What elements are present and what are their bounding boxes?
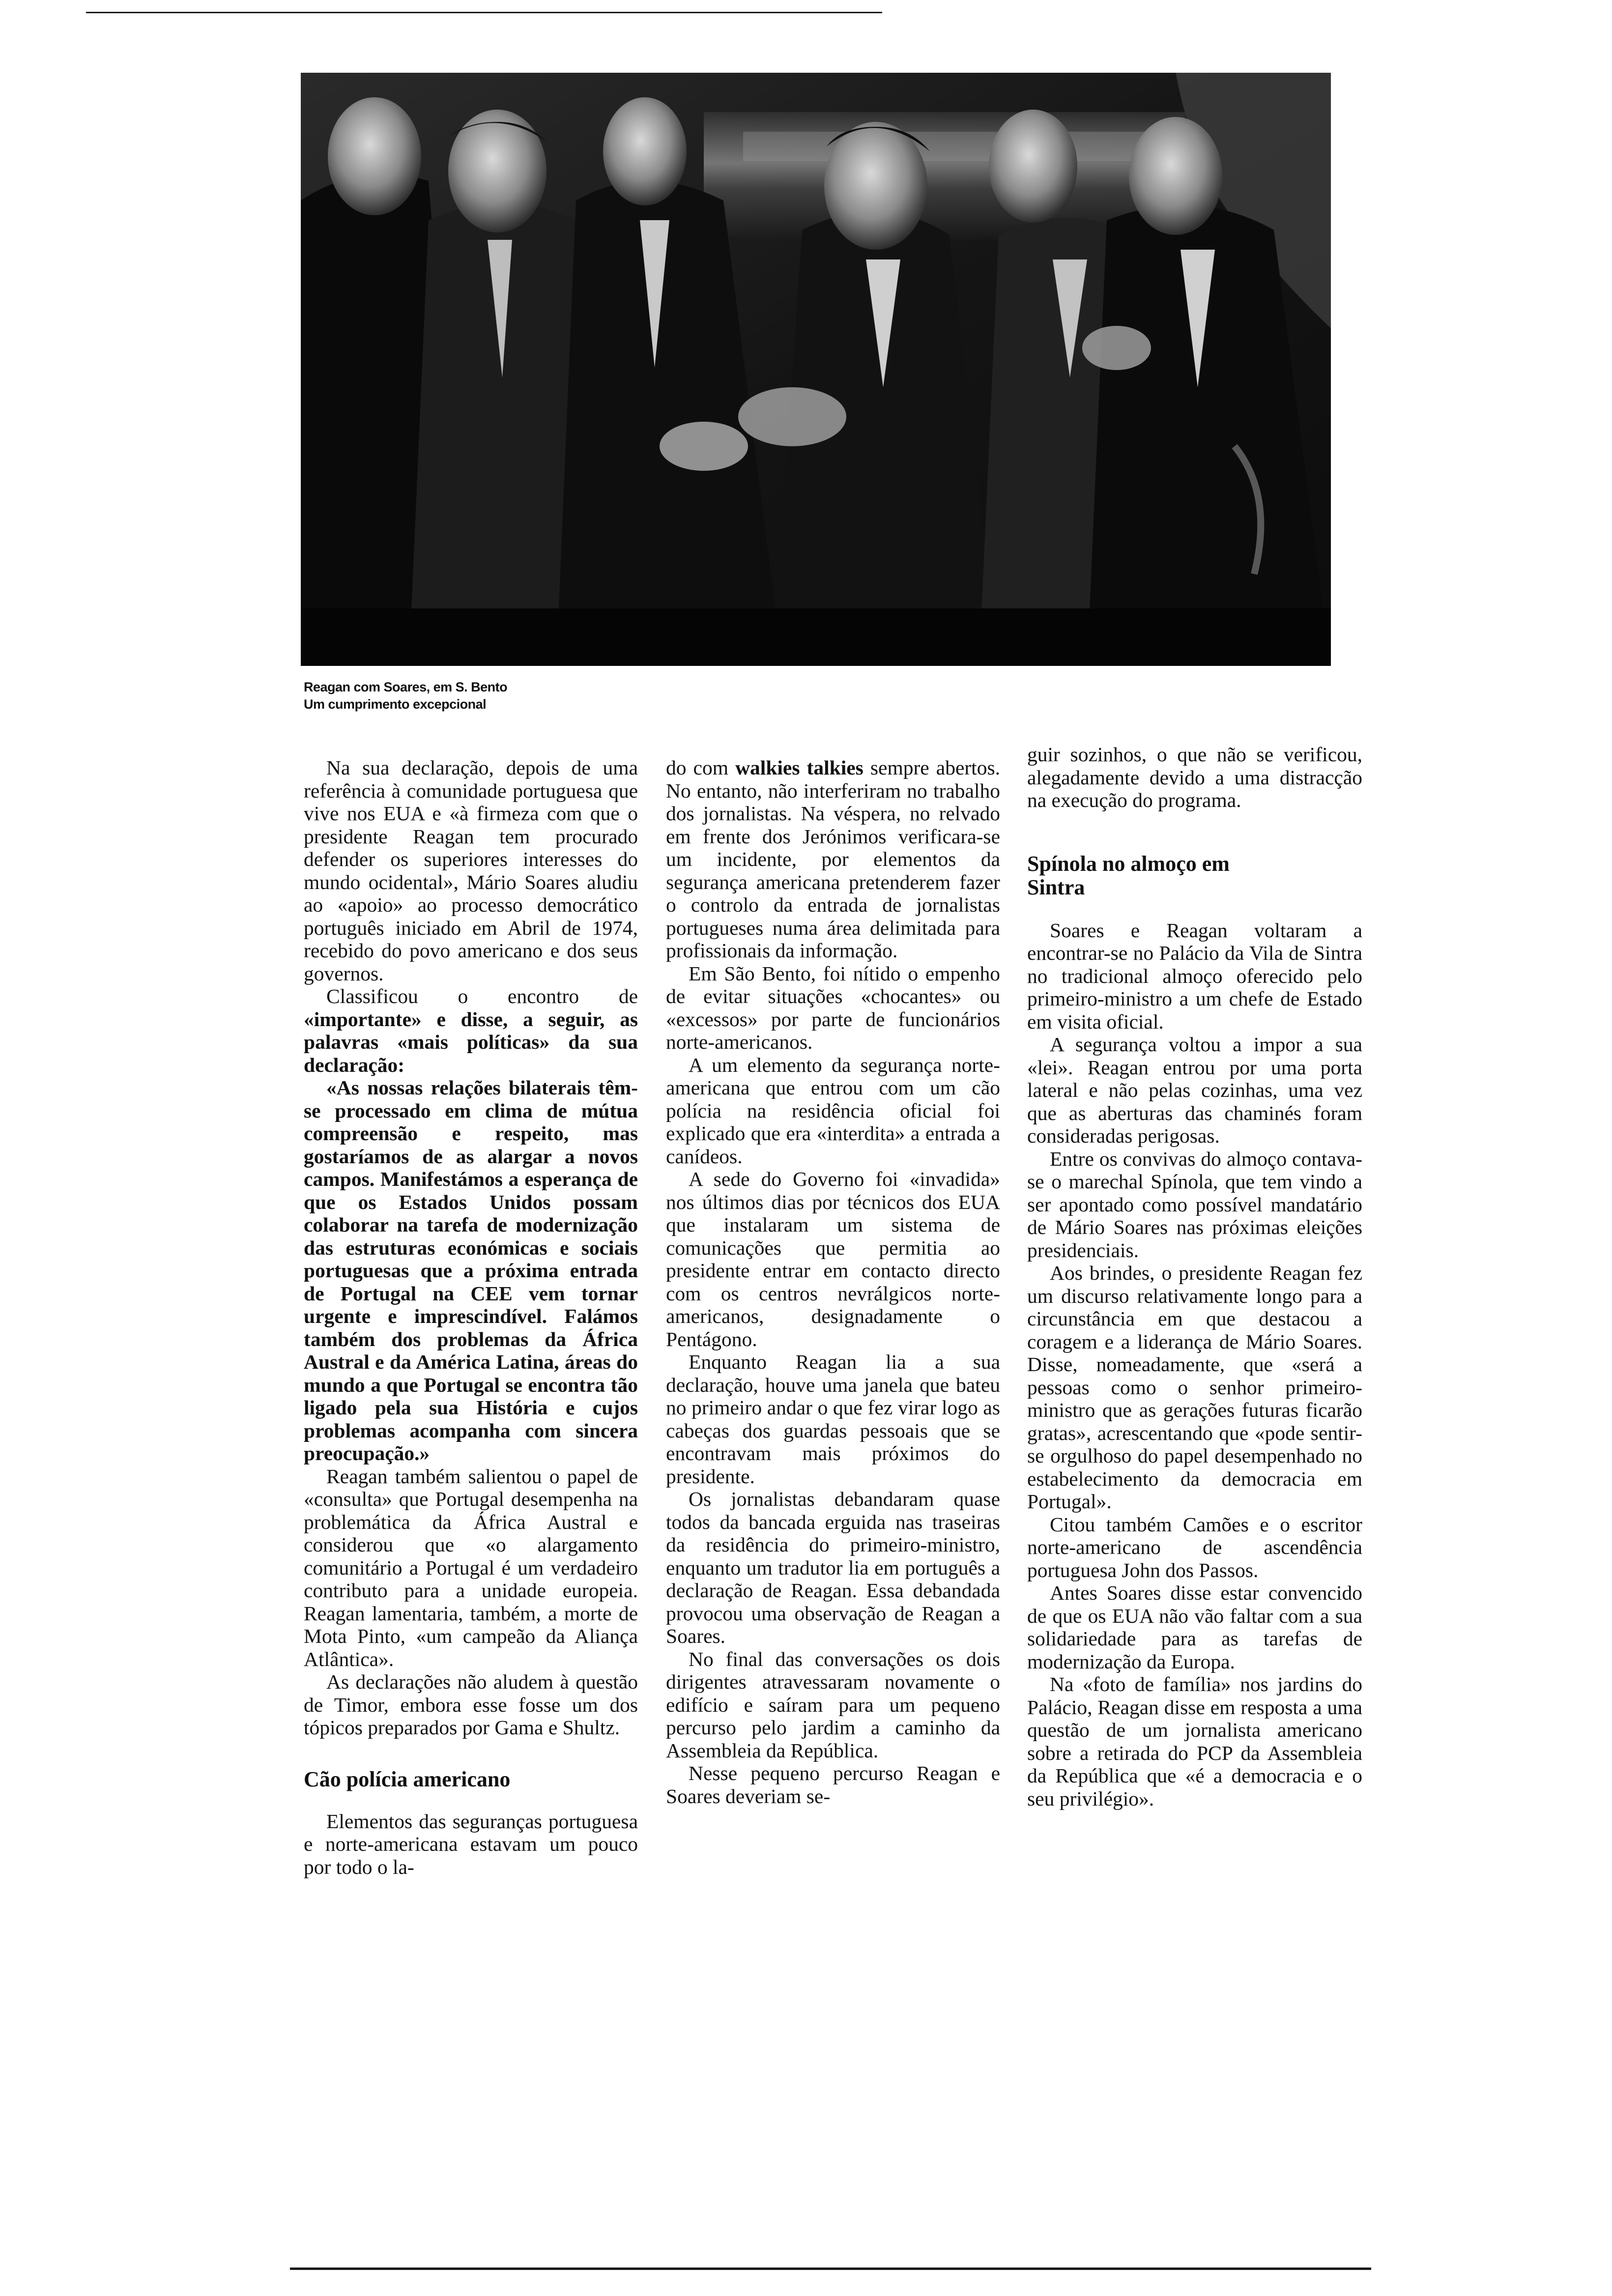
photo-caption-title: Reagan com Soares, em S. Bento [304, 680, 508, 694]
section-heading: Spínola no almoço em Sintra [1027, 851, 1230, 899]
paragraph: Aos brindes, o presidente Reagan fez um discurso relativamente longo para a circunstância em que destacou a coragem e a liderança de Mário Soares. Disse, nomeadamente, que «será a pessoas como o senhor primeiro-ministro que as gerações futuras ficarão gratas», acrescentando que «pode sentir-se orgulhoso do papel desempenhado no estabelecimento da democracia em Portugal». [1027, 1262, 1362, 1513]
paragraph-bold-text: walkies talkies [735, 756, 864, 779]
paragraph: A sede do Governo foi «invadida» nos últimos dias por técnicos dos EUA que instalaram um sistema de comunicações que permitia ao presidente entrar em contacto directo com os centros nevrálgicos norte-americanos, designadamente o Pentágono. [666, 1168, 1000, 1350]
paragraph-bold-text: «importante» e disse, a seguir, as palavras «mais políticas» da sua declaração: [304, 1007, 638, 1076]
article-column-2 [666, 756, 1000, 1808]
paragraph: Entre os convivas do almoço contava-se o marechal Spínola, que tem vindo a ser apontado como possível mandatário de Mário Soares nas próximas eleições presidenciais. [1027, 1147, 1362, 1262]
bottom-rule [290, 2267, 1371, 2270]
section-heading: Cão polícia americano [304, 1767, 511, 1791]
paragraph: Enquanto Reagan lia a sua declaração, houve uma janela que bateu no primeiro andar o que fez virar logo as cabeças dos guardas pessoais que se encontravam mais próximos do presidente. [666, 1350, 1000, 1488]
paragraph [304, 985, 638, 1076]
paragraph-text: sempre abertos. No entanto, não interferiram no trabalho dos jornalistas. Na véspera, no relvado em frente dos Jerónimos verificara-se um incidente, por elementos da segurança americana pretenderem fazer o controlo da entrada de jornalistas portugueses numa área delimitada para profissionais da informação. [666, 756, 1000, 962]
article-column-3 [1027, 743, 1362, 1810]
top-rule [86, 12, 882, 13]
paragraph-text: Classificou o encontro de [326, 985, 638, 1007]
paragraph: Reagan também salientou o papel de «consulta» que Portugal desempenha na problemática da África Austral e considerou que «o alargamento comunitário a Portugal é um verdadeiro contributo para a unidade europeia. Reagan lamentaria, também, a morte de Mota Pinto, «um campeão da Aliança Atlântica». [304, 1464, 638, 1670]
paragraph: Elementos das seguranças portuguesa e norte-americana estavam um pouco por todo o la- [304, 1809, 638, 1878]
photo-caption-subtitle: Um cumprimento excepcional [304, 697, 487, 712]
paragraph: Nesse pequeno percurso Reagan e Soares deveriam se- [666, 1762, 1000, 1808]
paragraph: Os jornalistas debandaram quase todos da bancada erguida nas traseiras da residência do primeiro-ministro, enquanto um tradutor lia em português a declaração de Reagan. Essa debandada provocou uma observação de Reagan a Soares. [666, 1488, 1000, 1647]
paragraph: No final das conversações os dois dirigentes atravessaram novamente o edifício e saíram para um pequeno percurso pelo jardim a caminho da Assembleia da República. [666, 1647, 1000, 1762]
article-column-1 [304, 756, 638, 1878]
paragraph: Citou também Camões e o escritor norte-americano de ascendência portuguesa John dos Passos. [1027, 1513, 1362, 1581]
paragraph: Na «foto de família» nos jardins do Palácio, Reagan disse em resposta a uma questão de um jornalista americano sobre a retirada do PCP da Assembleia da República que «é a democracia e o seu privilégio». [1027, 1673, 1362, 1810]
paragraph: A segurança voltou a impor a sua «lei». Reagan entrou por uma porta lateral e não pelas cozinhas, uma vez que as aberturas das chaminés foram consideradas perigosas. [1027, 1033, 1362, 1147]
photo-image [301, 73, 1331, 666]
paragraph: As declarações não aludem à questão de Timor, embora esse fosse um dos tópicos preparados por Gama e Shultz. [304, 1670, 638, 1739]
paragraph-text: do com [666, 756, 736, 779]
paragraph: Em São Bento, foi nítido o empenho de evitar situações «chocantes» ou «excessos» por parte de funcionários norte-americanos. [666, 962, 1000, 1053]
paragraph: Na sua declaração, depois de uma referência à comunidade portuguesa que vive nos EUA e «à firmeza com que o presidente Reagan tem procurado defender os superiores interesses do mundo ocidental», Mário Soares aludiu ao «apoio» ao processo democrático português iniciado em Abril de 1974, recebido do povo americano e dos seus governos. [304, 756, 638, 985]
paragraph: Soares e Reagan voltaram a encontrar-se no Palácio da Vila de Sintra no tradicional almoço oferecido pelo primeiro-ministro a um chefe de Estado em visita oficial. [1027, 918, 1362, 1033]
paragraph: «As nossas relações bilaterais têm-se processado em clima de mútua compreensão e respeito, mas gostaríamos de as alargar a novos campos. Manifestámos a esperança de que os Estados Unidos possam colaborar na tarefa de modernização das estruturas económicas e sociais portuguesas que a próxima entrada de Portugal na CEE vem tornar urgente e imprescindível. Falámos também dos problemas da África Austral e da América Latina, áreas do mundo a que Portugal se encontra tão ligado pela sua História e cujos problemas acompanha com sincera preocupação.» [304, 1076, 638, 1464]
paragraph: guir sozinhos, o que não se verificou, alegadamente devido a uma distracção na execução do programa. [1027, 743, 1362, 811]
paragraph [666, 756, 1000, 962]
news-photo [301, 73, 1331, 666]
paragraph: A um elemento da segurança norte-americana que entrou com um cão polícia na residência oficial foi explicado que era «interdita» a entrada a canídeos. [666, 1053, 1000, 1168]
paragraph: Antes Soares disse estar convencido de que os EUA não vão faltar com a sua solidariedade para as tarefas de modernização da Europa. [1027, 1581, 1362, 1673]
